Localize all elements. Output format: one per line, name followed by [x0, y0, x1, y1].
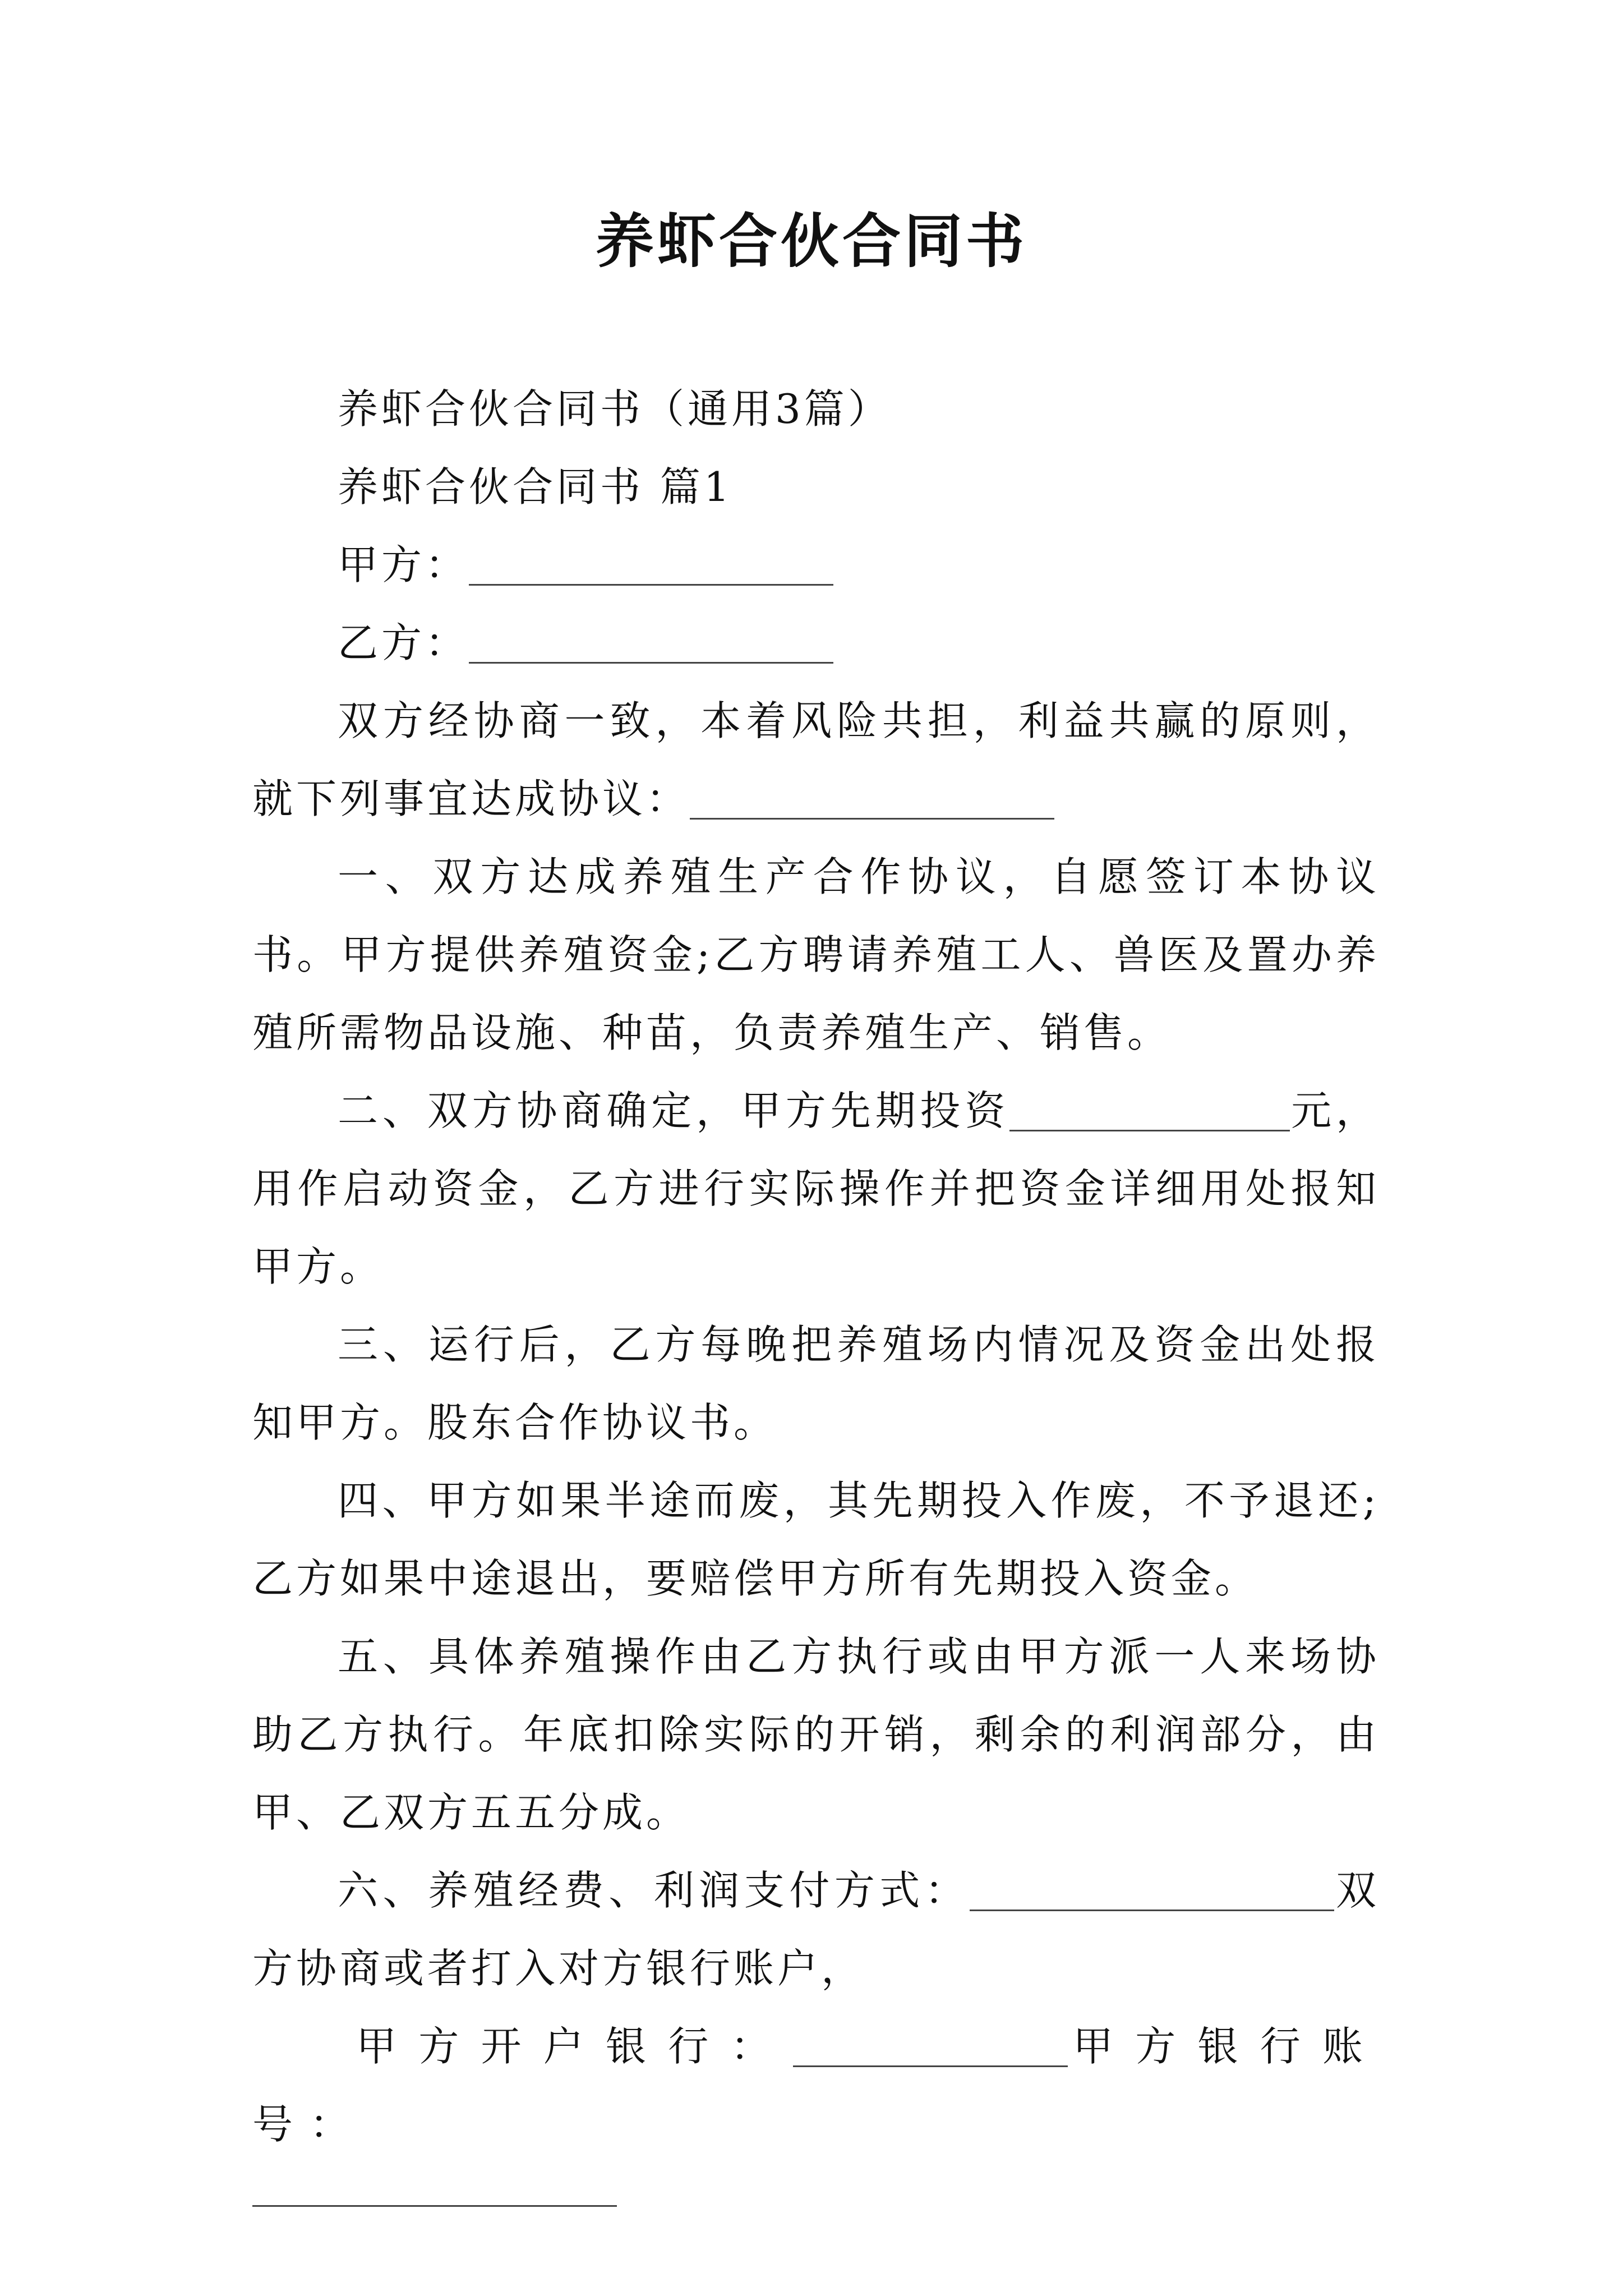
- clause-6: 六、养殖经费、利润支付方式： 双方协商或者打入对方银行账户，: [252, 1867, 1380, 1992]
- document-title: 养虾合伙合同书: [595, 206, 1027, 275]
- bank-blank: [793, 2026, 1068, 2067]
- party-b-label: 乙方：: [338, 619, 469, 666]
- clause-2: 二、双方协商确定，甲方先期投资 元，用作启动资金，乙方进行实际操作并把资金详细用处报知甲方。: [252, 1087, 1380, 1290]
- clause-3: 三、运行后，乙方每晚把养殖场内情况及资金出处报知甲方。股东合作协议书。: [252, 1321, 1380, 1446]
- account-number-blank: [252, 2166, 617, 2207]
- intro-paragraph: 双方经协商一致，本着风险共担，利益共赢的原则，就下列事宜达成协议：: [252, 697, 1380, 822]
- clause-1: 一、双方达成养殖生产合作协议，自愿签订本协议书。甲方提供养殖资金;乙方聘请养殖工人、兽医及置办养殖所需物品设施、种苗，负责养殖生产、销售。: [252, 853, 1380, 1056]
- document-subtitle: 养虾合伙合同书（通用3篇）: [338, 385, 892, 432]
- investment-amount-blank: [1009, 1091, 1290, 1131]
- bank-label: 甲方开户银行：: [356, 2023, 793, 2070]
- clause-4: 四、甲方如果半途而废，其先期投入作废，不予退还;乙方如果中途退出，要赔偿甲方所有先期投入资金。: [252, 1477, 1380, 1602]
- intro-blank: [690, 779, 1054, 820]
- party-a-line: [252, 526, 1380, 604]
- bank-line: [252, 2008, 1380, 2164]
- party-b-blank: [469, 623, 833, 664]
- party-a-blank: [469, 545, 833, 586]
- account-label: 甲方银行账号：: [252, 2023, 1380, 2148]
- clause-5: 五、具体养殖操作由乙方执行或由甲方派一人来场协助乙方执行。年底扣除实际的开销，剩余的利润部分，由甲、乙双方五五分成。: [252, 1633, 1380, 1836]
- party-a-label: 甲方：: [338, 541, 469, 588]
- party-b-line: [252, 604, 1380, 682]
- section-heading: 养虾合伙合同书 篇1: [338, 463, 733, 510]
- document-body: [252, 370, 1380, 2207]
- payment-method-blank: [970, 1870, 1334, 1911]
